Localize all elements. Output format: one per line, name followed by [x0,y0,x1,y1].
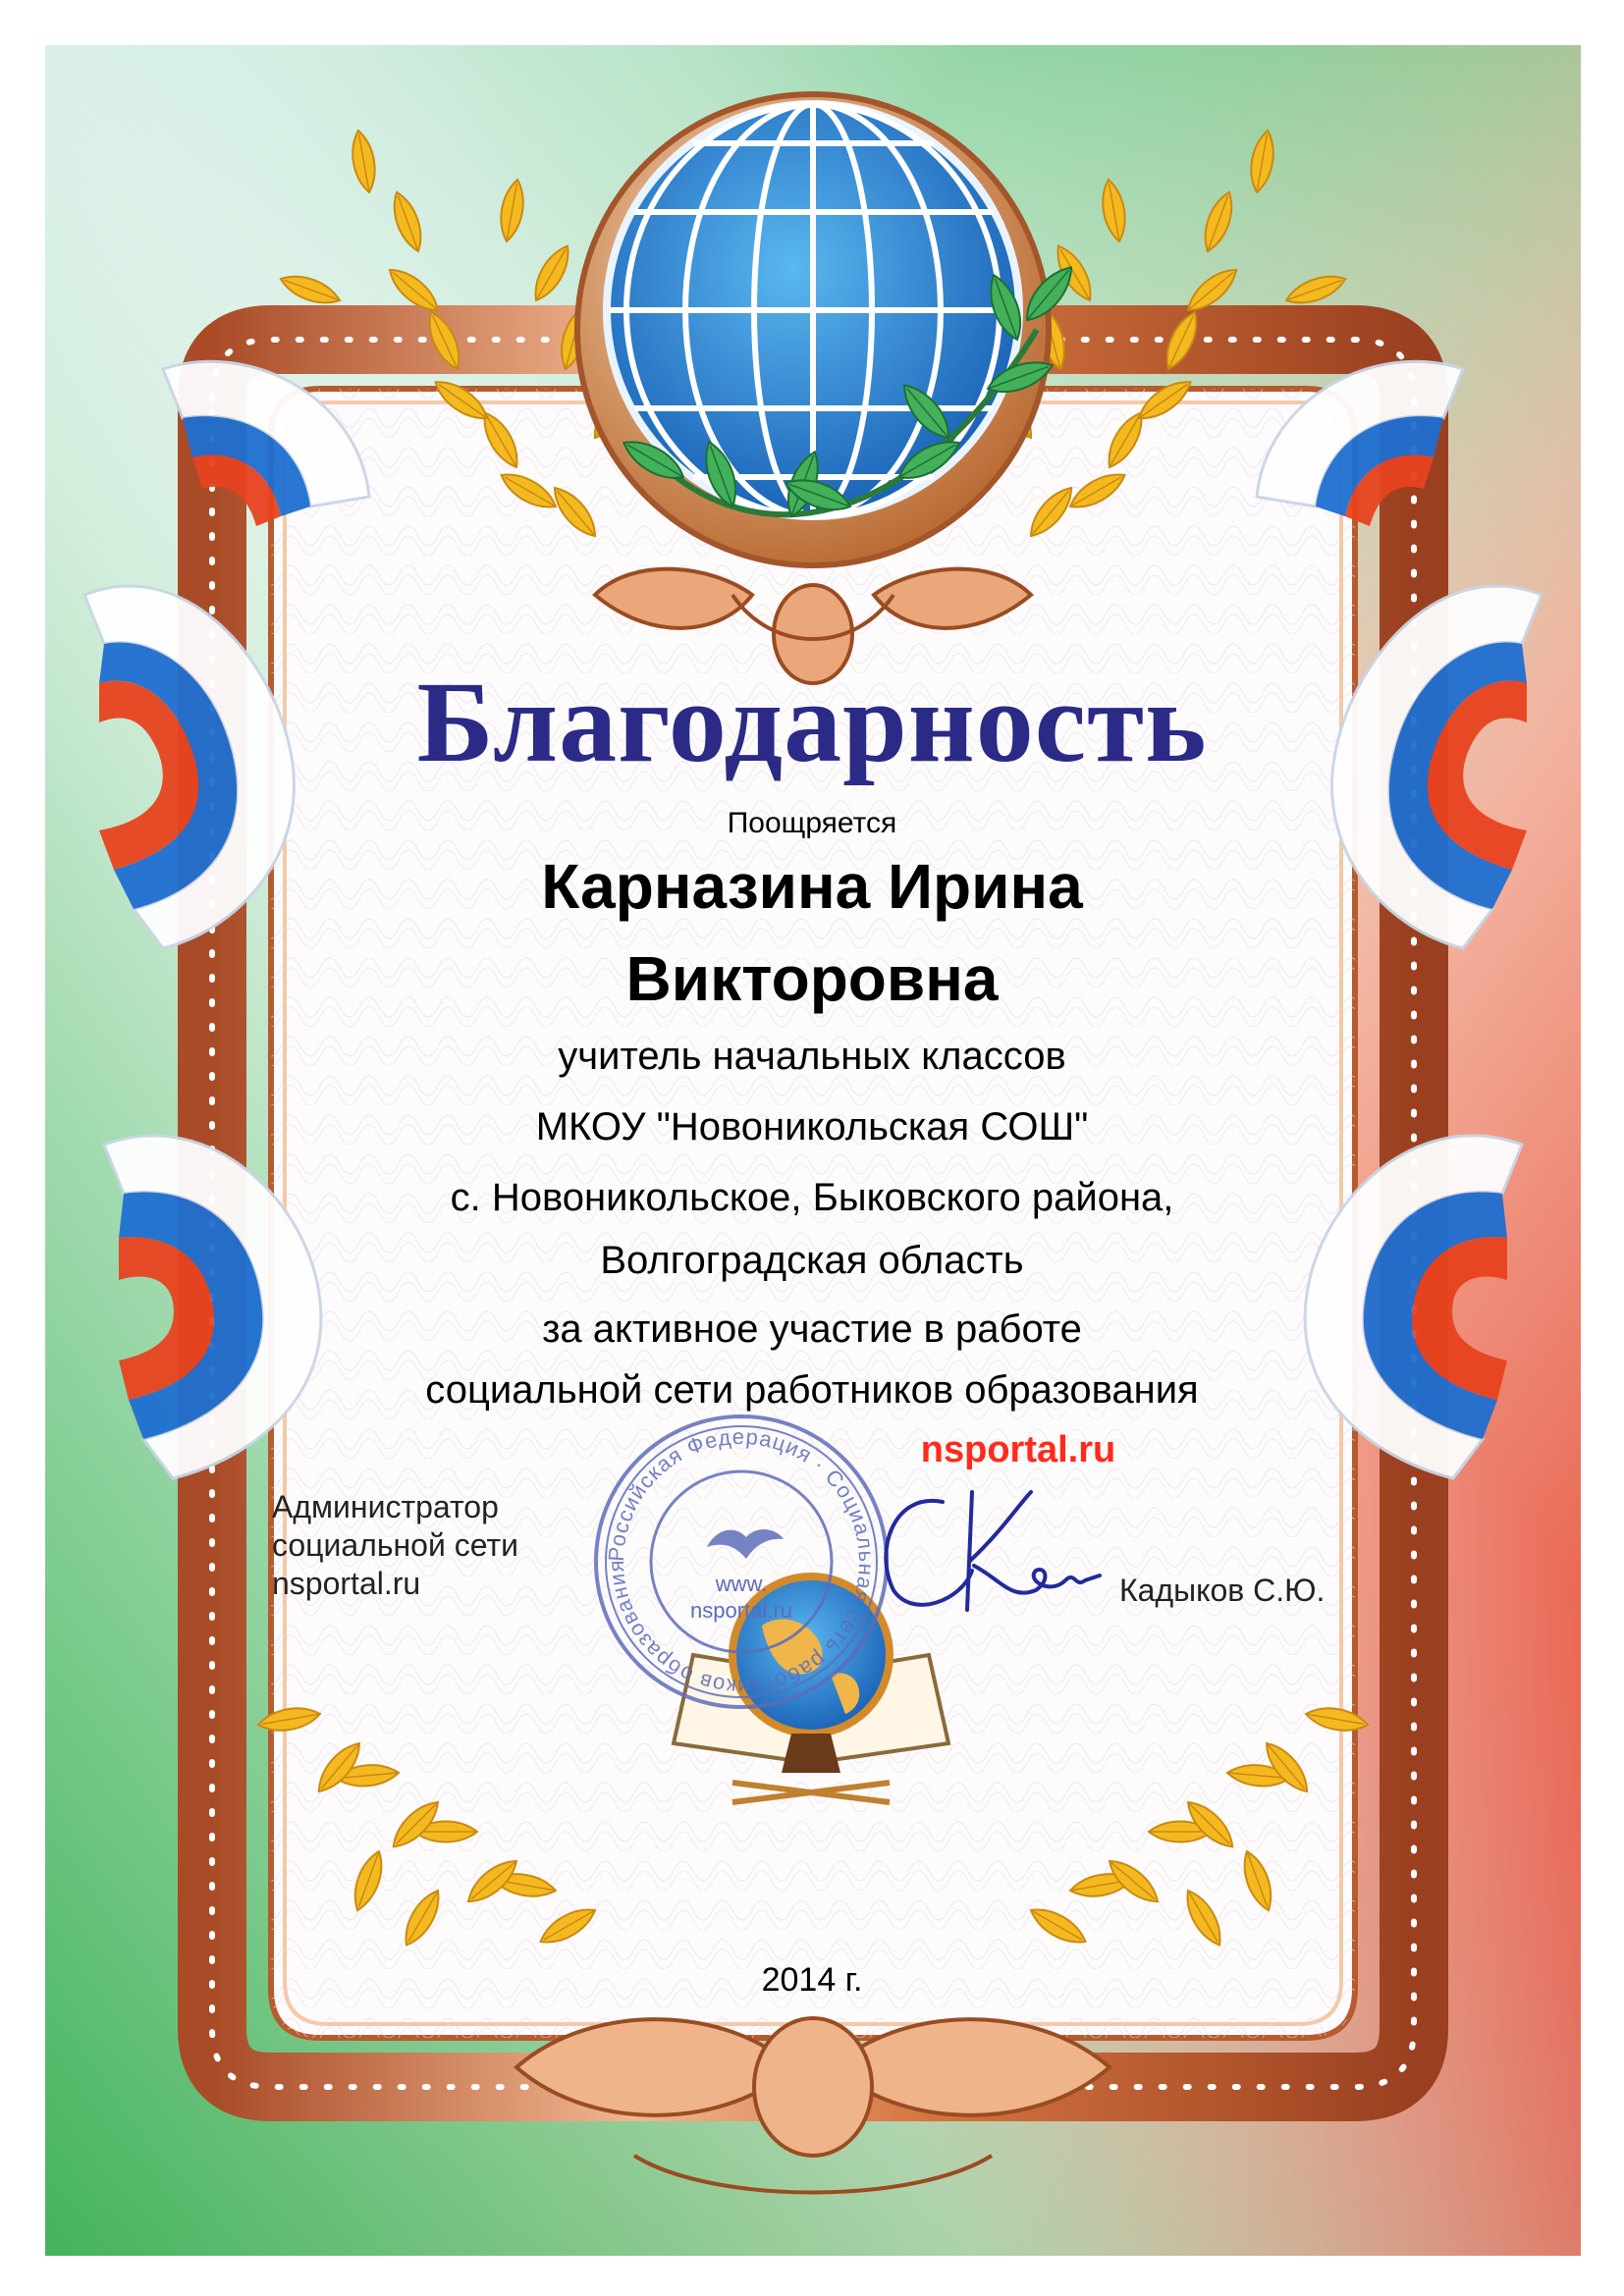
admin-block [272,1488,518,1603]
decorative-frame [45,45,1581,2256]
recipient-name-line2: Викторовна [625,943,999,1014]
body-line: учитель начальных классов [558,1035,1066,1078]
body-line: с. Новоникольское, Быковского района, [450,1176,1174,1219]
site-name: nsportal.ru [920,1429,1116,1470]
certificate-title: Благодарность [416,658,1208,786]
body-line: Волгоградская область [600,1239,1024,1282]
stamp-outer-text: Российская Федерация · Социальная сеть работников образования [603,1423,880,1700]
body-line: МКОУ "Новоникольская СОШ" [535,1105,1089,1148]
certificate-sheet [45,45,1581,2256]
awarded-label: Поощряется [727,807,897,839]
recipient-name-line1: Карназина Ирина [541,851,1083,922]
signature [864,1472,1110,1639]
stamp-www: www. [715,1572,768,1596]
stamp-site: nsportal.ru [690,1598,792,1623]
body-line: за активное участие в работе [542,1308,1082,1351]
stamp-bird-icon [707,1529,784,1559]
signer-name: Кадыков С.Ю. [1119,1573,1326,1608]
body-line: социальной сети работников образования [425,1368,1199,1412]
certificate-year: 2014 г. [761,1961,863,1999]
admin-line: nsportal.ru [272,1566,421,1601]
admin-line: Администратор [272,1489,499,1524]
admin-line: социальной сети [272,1527,518,1563]
